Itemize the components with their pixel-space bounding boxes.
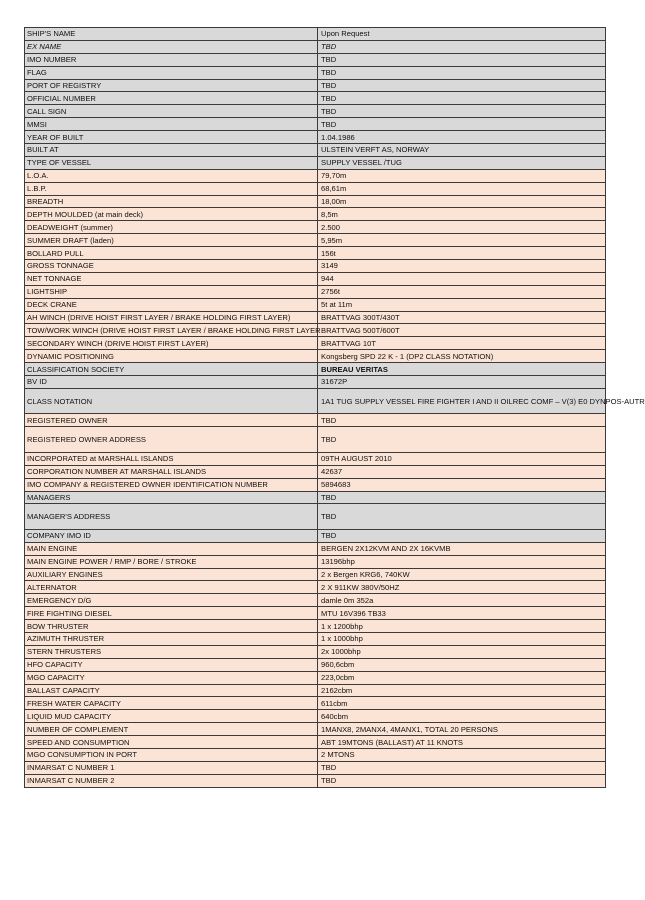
field-value: ABT 19MTONS (BALLAST) AT 11 KNOTS xyxy=(318,736,606,749)
field-label: OFFICIAL NUMBER xyxy=(25,92,318,105)
table-row xyxy=(25,118,606,131)
table-row xyxy=(25,247,606,260)
field-value: Kongsberg SPD 22 K - 1 (DP2 CLASS NOTATION) xyxy=(318,350,606,363)
field-label: YEAR OF BUILT xyxy=(25,131,318,144)
field-value: 42637 xyxy=(318,465,606,478)
vessel-particulars-table xyxy=(24,27,645,788)
table-row xyxy=(25,195,606,208)
field-label: MANAGER'S ADDRESS xyxy=(25,504,318,530)
field-label: TOW/WORK WINCH (DRIVE HOIST FIRST LAYER / BRAKE HOLDING FIRST LAYER xyxy=(25,324,318,337)
table-row xyxy=(25,234,606,247)
field-label: LIGHTSHIP xyxy=(25,285,318,298)
field-value: 2.500 xyxy=(318,221,606,234)
field-label: MAIN ENGINE xyxy=(25,542,318,555)
field-label: L.B.P. xyxy=(25,182,318,195)
field-label: AH WINCH (DRIVE HOIST FIRST LAYER / BRAKE HOLDING FIRST LAYER) xyxy=(25,311,318,324)
field-label: BUILT AT xyxy=(25,144,318,157)
field-label: BV ID xyxy=(25,376,318,389)
table-row xyxy=(25,105,606,118)
field-label: CORPORATION NUMBER AT MARSHALL ISLANDS xyxy=(25,465,318,478)
table-row xyxy=(25,633,606,646)
field-label: COMPANY IMO ID xyxy=(25,529,318,542)
field-value: 2x 1000bhp xyxy=(318,645,606,658)
table-row xyxy=(25,324,606,337)
field-value: 5t at 11m xyxy=(318,298,606,311)
field-label: CLASS NOTATION xyxy=(25,388,318,414)
field-value: TBD xyxy=(318,529,606,542)
field-label: DECK CRANE xyxy=(25,298,318,311)
field-label: CALL SIGN xyxy=(25,105,318,118)
table-row xyxy=(25,736,606,749)
field-label: MANAGERS xyxy=(25,491,318,504)
table-row xyxy=(25,182,606,195)
table-row xyxy=(25,465,606,478)
table-row xyxy=(25,723,606,736)
table-row xyxy=(25,144,606,157)
table-row xyxy=(25,452,606,465)
field-value: BRATTVAG 10T xyxy=(318,337,606,350)
field-value: 13196bhp xyxy=(318,555,606,568)
field-value: TBD xyxy=(318,66,606,79)
field-value: TBD xyxy=(318,79,606,92)
field-value: TBD xyxy=(318,105,606,118)
field-value: TBD xyxy=(318,53,606,66)
field-label: BOW THRUSTER xyxy=(25,620,318,633)
field-value: TBD xyxy=(318,427,606,453)
table-row xyxy=(25,658,606,671)
field-value: 2 MTONS xyxy=(318,749,606,762)
field-value: BERGEN 2X12KVM AND 2X 16KVMB xyxy=(318,542,606,555)
table-row xyxy=(25,749,606,762)
field-value: BRATTVAG 300T/430T xyxy=(318,311,606,324)
field-label: STERN THRUSTERS xyxy=(25,645,318,658)
field-value: 8,5m xyxy=(318,208,606,221)
table-row xyxy=(25,156,606,169)
field-label: GROSS TONNAGE xyxy=(25,260,318,273)
field-value: 5894683 xyxy=(318,478,606,491)
field-label: MGO CAPACITY xyxy=(25,671,318,684)
table-row xyxy=(25,491,606,504)
field-value: 2 x Bergen KRG6, 740KW xyxy=(318,568,606,581)
field-value: 611cbm xyxy=(318,697,606,710)
table-row xyxy=(25,298,606,311)
table-row xyxy=(25,697,606,710)
field-value: 2162cbm xyxy=(318,684,606,697)
field-value: 79,70m xyxy=(318,169,606,182)
table-row xyxy=(25,208,606,221)
table-row xyxy=(25,28,606,41)
field-label: BREADTH xyxy=(25,195,318,208)
field-label: FIRE FIGHTING DIESEL xyxy=(25,607,318,620)
field-value: 68,61m xyxy=(318,182,606,195)
field-value: 2756t xyxy=(318,285,606,298)
table-row xyxy=(25,169,606,182)
field-label: IMO COMPANY & REGISTERED OWNER IDENTIFICATION NUMBER xyxy=(25,478,318,491)
table-row xyxy=(25,774,606,787)
field-label: FRESH WATER CAPACITY xyxy=(25,697,318,710)
table-row xyxy=(25,388,606,414)
field-label: EMERGENCY D/G xyxy=(25,594,318,607)
field-label: SECONDARY WINCH (DRIVE HOIST FIRST LAYER) xyxy=(25,337,318,350)
field-label: DEADWEIGHT (summer) xyxy=(25,221,318,234)
table-row xyxy=(25,478,606,491)
table-row xyxy=(25,671,606,684)
table-row xyxy=(25,363,606,376)
table-row xyxy=(25,260,606,273)
field-value: 1 x 1200bhp xyxy=(318,620,606,633)
field-label: SUMMER DRAFT (laden) xyxy=(25,234,318,247)
field-label: NUMBER OF COMPLEMENT xyxy=(25,723,318,736)
table-row xyxy=(25,221,606,234)
field-value: ULSTEIN VERFT AS, NORWAY xyxy=(318,144,606,157)
field-label: L.O.A. xyxy=(25,169,318,182)
table-row xyxy=(25,594,606,607)
field-value: 2 X 911KW 380V/50HZ xyxy=(318,581,606,594)
field-value: damle 0m 352a xyxy=(318,594,606,607)
field-label: AZIMUTH THRUSTER xyxy=(25,633,318,646)
field-value: TBD xyxy=(318,491,606,504)
field-label: IMO NUMBER xyxy=(25,53,318,66)
table-row xyxy=(25,645,606,658)
table-row xyxy=(25,607,606,620)
field-label: MMSI xyxy=(25,118,318,131)
table-row xyxy=(25,285,606,298)
field-label: SPEED AND CONSUMPTION xyxy=(25,736,318,749)
field-value: Upon Request xyxy=(318,28,606,41)
field-value: TBD xyxy=(318,774,606,787)
table-row xyxy=(25,40,606,53)
field-value: 944 xyxy=(318,272,606,285)
field-value: 640cbm xyxy=(318,710,606,723)
table-row xyxy=(25,337,606,350)
table-row xyxy=(25,376,606,389)
field-label: INCORPORATED at MARSHALL ISLANDS xyxy=(25,452,318,465)
field-label: BALLAST CAPACITY xyxy=(25,684,318,697)
field-value: TBD xyxy=(318,414,606,427)
field-label: ALTERNATOR xyxy=(25,581,318,594)
field-value: 5,95m xyxy=(318,234,606,247)
field-label: INMARSAT C NUMBER 2 xyxy=(25,774,318,787)
field-label: EX NAME xyxy=(25,40,318,53)
field-label: REGISTERED OWNER ADDRESS xyxy=(25,427,318,453)
field-label: MGO CONSUMPTION IN PORT xyxy=(25,749,318,762)
field-value: 1.04.1986 xyxy=(318,131,606,144)
field-value: SUPPLY VESSEL /TUG xyxy=(318,156,606,169)
field-value: TBD xyxy=(318,92,606,105)
field-label: MAIN ENGINE POWER / RMP / BORE / STROKE xyxy=(25,555,318,568)
field-label: AUXILIARY ENGINES xyxy=(25,568,318,581)
table-row xyxy=(25,53,606,66)
field-value: TBD xyxy=(318,118,606,131)
field-label: CLASSIFICATION SOCIETY xyxy=(25,363,318,376)
field-value: 18,00m xyxy=(318,195,606,208)
table-row xyxy=(25,761,606,774)
field-value: TBD xyxy=(318,40,606,53)
field-label: TYPE OF VESSEL xyxy=(25,156,318,169)
field-value: 1A1 TUG SUPPLY VESSEL FIRE FIGHTER I AND II OILREC COMF – V(3) E0 DYNPOS-AUTR xyxy=(318,388,606,414)
field-label: SHIP'S NAME xyxy=(25,28,318,41)
field-value: 31672P xyxy=(318,376,606,389)
field-label: BOLLARD PULL xyxy=(25,247,318,260)
table-row xyxy=(25,555,606,568)
field-label: PORT OF REGISTRY xyxy=(25,79,318,92)
table-row xyxy=(25,529,606,542)
field-value: 3149 xyxy=(318,260,606,273)
field-value: BRATTVAG 500T/600T xyxy=(318,324,606,337)
table-row xyxy=(25,684,606,697)
field-label: DEPTH MOULDED (at main deck) xyxy=(25,208,318,221)
field-value: MTU 16V396 TB33 xyxy=(318,607,606,620)
table-row xyxy=(25,311,606,324)
field-label: DYNAMIC POSITIONING xyxy=(25,350,318,363)
field-value: 1 x 1000bhp xyxy=(318,633,606,646)
table-row xyxy=(25,427,606,453)
table-row xyxy=(25,620,606,633)
table-row xyxy=(25,568,606,581)
field-label: INMARSAT C NUMBER 1 xyxy=(25,761,318,774)
table-row xyxy=(25,350,606,363)
table-row xyxy=(25,92,606,105)
field-value: 1MANX8, 2MANX4, 4MANX1, TOTAL 20 PERSONS xyxy=(318,723,606,736)
table-row xyxy=(25,272,606,285)
table-row xyxy=(25,581,606,594)
table-row xyxy=(25,710,606,723)
field-label: FLAG xyxy=(25,66,318,79)
field-value: BUREAU VERITAS xyxy=(318,363,606,376)
table-row xyxy=(25,131,606,144)
table-row xyxy=(25,504,606,530)
field-label: HFO CAPACITY xyxy=(25,658,318,671)
table-row xyxy=(25,66,606,79)
field-label: NET TONNAGE xyxy=(25,272,318,285)
field-label: REGISTERED OWNER xyxy=(25,414,318,427)
field-value: TBD xyxy=(318,504,606,530)
field-value: 223,0cbm xyxy=(318,671,606,684)
field-value: 09TH AUGUST 2010 xyxy=(318,452,606,465)
field-label: LIQUID MUD CAPACITY xyxy=(25,710,318,723)
field-value: 960,6cbm xyxy=(318,658,606,671)
table-row xyxy=(25,79,606,92)
field-value: 156t xyxy=(318,247,606,260)
table-row xyxy=(25,542,606,555)
field-value: TBD xyxy=(318,761,606,774)
table-row xyxy=(25,414,606,427)
vessel-particulars-body xyxy=(25,28,645,788)
